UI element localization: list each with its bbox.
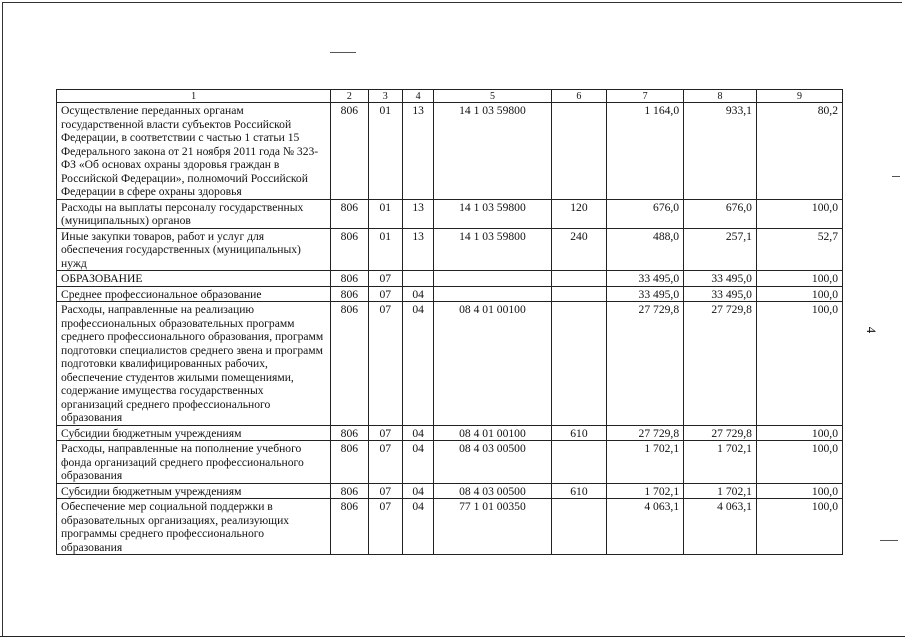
row-value-cell: 33 495,0 — [684, 286, 757, 302]
row-value-cell: 806 — [331, 271, 368, 287]
table-row — [57, 483, 843, 499]
row-value-cell: 806 — [331, 228, 368, 271]
table-row — [57, 271, 843, 287]
row-value-cell: 07 — [368, 425, 402, 441]
row-value-cell: 806 — [331, 199, 368, 228]
header-cell: 3 — [368, 90, 402, 103]
row-value-cell: 4 063,1 — [684, 499, 757, 555]
row-value-cell: 806 — [331, 441, 368, 484]
row-name-cell: Иные закупки товаров, работ и услуг для обеспечения государственных (муниципальных) нужд — [57, 228, 331, 271]
table-row — [57, 425, 843, 441]
row-value-cell — [551, 302, 607, 426]
row-value-cell — [434, 286, 551, 302]
row-value-cell: 07 — [368, 286, 402, 302]
row-value-cell: 07 — [368, 483, 402, 499]
header-cell: 5 — [434, 90, 551, 103]
row-value-cell: 27 729,8 — [684, 302, 757, 426]
row-value-cell: 610 — [551, 483, 607, 499]
scan-frame-top — [2, 2, 902, 3]
scan-frame-bottom — [0, 636, 905, 637]
row-name-cell: Осуществление переданных органам государственной власти субъектов Российской Федерации, в соответствии с частью 1 статьи 15 Федерального закона от 21 ноября 2011 года № 323-ФЗ «Об основах охраны здоровья граждан в Российской Федерации», полномочий Российской Федерации в сфере охраны здоровья — [57, 103, 331, 200]
row-value-cell: 100,0 — [756, 286, 842, 302]
row-value-cell: 07 — [368, 441, 402, 484]
row-value-cell: 04 — [402, 286, 433, 302]
scan-mark — [880, 540, 898, 541]
row-name-cell: Среднее профессиональное образование — [57, 286, 331, 302]
row-value-cell: 52,7 — [756, 228, 842, 271]
row-value-cell: 07 — [368, 302, 402, 426]
row-value-cell: 27 729,8 — [607, 302, 684, 426]
row-value-cell: 1 702,1 — [684, 483, 757, 499]
row-value-cell — [551, 103, 607, 200]
row-value-cell: 1 702,1 — [607, 483, 684, 499]
row-value-cell: 33 495,0 — [607, 271, 684, 287]
table-row — [57, 441, 843, 484]
table-row — [57, 103, 843, 200]
row-value-cell: 27 729,8 — [684, 425, 757, 441]
row-value-cell: 1 702,1 — [607, 441, 684, 484]
row-value-cell: 08 4 01 00100 — [434, 425, 551, 441]
row-value-cell: 08 4 03 00500 — [434, 441, 551, 484]
row-value-cell: 14 1 03 59800 — [434, 103, 551, 200]
row-value-cell: 100,0 — [756, 441, 842, 484]
row-name-cell: Расходы, направленные на реализацию профессиональных образовательных программ среднего профессионального образования, программ подготовки специалистов среднего звена и программ подготовки квалифицированных рабочих, обеспечение студентов жилыми помещениями, содержание имущества государственных организаций среднего профессионального образования — [57, 302, 331, 426]
row-value-cell: 07 — [368, 499, 402, 555]
row-value-cell: 04 — [402, 302, 433, 426]
row-value-cell: 100,0 — [756, 425, 842, 441]
row-value-cell: 806 — [331, 286, 368, 302]
row-name-cell: Обеспечение мер социальной поддержки в образовательных организациях, реализующих программы среднего профессионального образования — [57, 499, 331, 555]
table-header-row — [57, 90, 843, 103]
row-value-cell: 13 — [402, 103, 433, 200]
row-value-cell: 27 729,8 — [607, 425, 684, 441]
row-name-cell: Субсидии бюджетным учреждениям — [57, 483, 331, 499]
header-cell: 6 — [551, 90, 607, 103]
table-body — [57, 103, 843, 555]
row-value-cell: 100,0 — [756, 271, 842, 287]
row-name-cell: ОБРАЗОВАНИЕ — [57, 271, 331, 287]
row-value-cell — [551, 499, 607, 555]
header-cell: 8 — [684, 90, 757, 103]
table-row — [57, 286, 843, 302]
header-cell: 7 — [607, 90, 684, 103]
row-value-cell: 04 — [402, 483, 433, 499]
header-cell: 4 — [402, 90, 433, 103]
page-number: 4 — [864, 326, 879, 334]
row-value-cell: 676,0 — [684, 199, 757, 228]
row-value-cell: 4 063,1 — [607, 499, 684, 555]
row-value-cell — [551, 271, 607, 287]
table-row — [57, 499, 843, 555]
row-value-cell: 1 702,1 — [684, 441, 757, 484]
row-value-cell: 14 1 03 59800 — [434, 199, 551, 228]
row-value-cell: 100,0 — [756, 302, 842, 426]
row-value-cell: 01 — [368, 199, 402, 228]
row-value-cell: 04 — [402, 441, 433, 484]
row-value-cell: 33 495,0 — [684, 271, 757, 287]
row-name-cell: Расходы на выплаты персоналу государственных (муниципальных) органов — [57, 199, 331, 228]
row-value-cell: 01 — [368, 228, 402, 271]
row-value-cell: 488,0 — [607, 228, 684, 271]
row-name-cell: Расходы, направленные на пополнение учебного фонда организаций среднего профессионального образования — [57, 441, 331, 484]
row-value-cell: 806 — [331, 425, 368, 441]
row-value-cell: 240 — [551, 228, 607, 271]
row-value-cell: 100,0 — [756, 483, 842, 499]
row-value-cell: 1 164,0 — [607, 103, 684, 200]
header-cell: 9 — [756, 90, 842, 103]
scan-mark — [330, 52, 356, 53]
row-value-cell: 257,1 — [684, 228, 757, 271]
scan-mark — [892, 176, 900, 177]
row-value-cell — [402, 271, 433, 287]
row-value-cell: 08 4 01 00100 — [434, 302, 551, 426]
row-value-cell: 806 — [331, 483, 368, 499]
row-value-cell: 01 — [368, 103, 402, 200]
row-value-cell: 806 — [331, 499, 368, 555]
row-value-cell — [551, 286, 607, 302]
row-name-cell: Субсидии бюджетным учреждениям — [57, 425, 331, 441]
row-value-cell: 04 — [402, 499, 433, 555]
row-value-cell: 77 1 01 00350 — [434, 499, 551, 555]
row-value-cell: 08 4 03 00500 — [434, 483, 551, 499]
row-value-cell: 610 — [551, 425, 607, 441]
row-value-cell — [434, 271, 551, 287]
row-value-cell: 33 495,0 — [607, 286, 684, 302]
row-value-cell: 80,2 — [756, 103, 842, 200]
row-value-cell: 933,1 — [684, 103, 757, 200]
row-value-cell: 120 — [551, 199, 607, 228]
row-value-cell: 14 1 03 59800 — [434, 228, 551, 271]
table-row — [57, 228, 843, 271]
row-value-cell: 13 — [402, 228, 433, 271]
budget-table — [56, 89, 843, 555]
scan-frame-left — [2, 2, 3, 636]
row-value-cell: 806 — [331, 103, 368, 200]
row-value-cell: 806 — [331, 302, 368, 426]
table-row — [57, 302, 843, 426]
row-value-cell: 07 — [368, 271, 402, 287]
row-value-cell — [551, 441, 607, 484]
row-value-cell: 100,0 — [756, 499, 842, 555]
header-cell: 1 — [57, 90, 331, 103]
header-cell: 2 — [331, 90, 368, 103]
row-value-cell: 676,0 — [607, 199, 684, 228]
table-row — [57, 199, 843, 228]
row-value-cell: 04 — [402, 425, 433, 441]
row-value-cell: 100,0 — [756, 199, 842, 228]
row-value-cell: 13 — [402, 199, 433, 228]
